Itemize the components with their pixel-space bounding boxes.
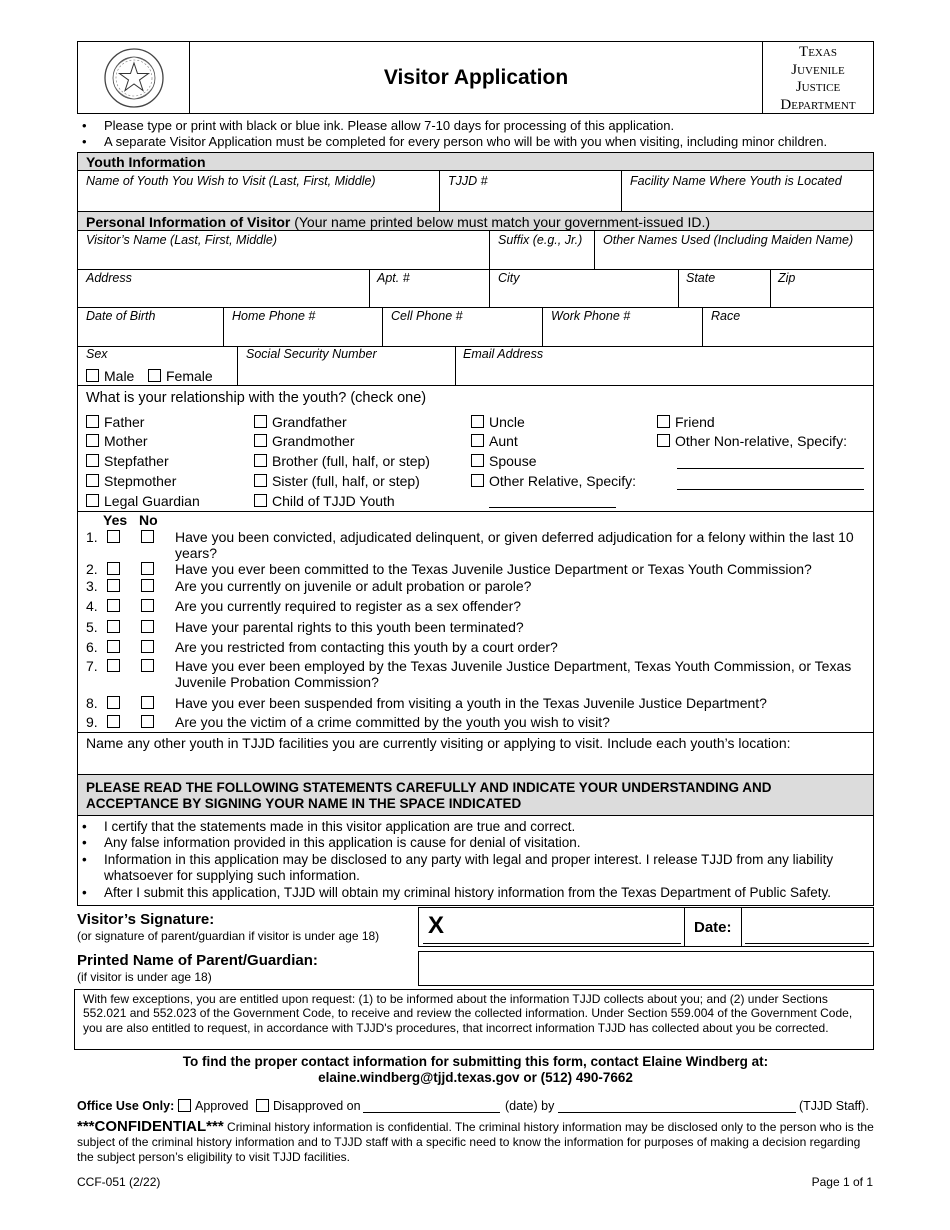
race-label: Race: [711, 309, 741, 323]
work-phone-label: Work Phone #: [551, 309, 631, 323]
contact-line-2: elaine.windberg@tjjd.texas.gov or (512) 490-7662: [318, 1070, 633, 1085]
q7-yes-checkbox[interactable]: [107, 659, 120, 672]
home-phone-field[interactable]: [224, 326, 381, 345]
rel-legal-guardian[interactable]: Legal Guardian: [86, 493, 200, 509]
city-label: City: [498, 271, 520, 285]
sister-checkbox[interactable]: [254, 474, 267, 487]
suffix-field[interactable]: [490, 250, 593, 268]
father-checkbox[interactable]: [86, 415, 99, 428]
q1-no-checkbox[interactable]: [141, 530, 154, 543]
other-relative-checkbox[interactable]: [471, 474, 484, 487]
confidential-notice: ***CONFIDENTIAL*** Criminal history information is confidential. The criminal history information may be disclosed only to the person who is the subject of the criminal history information and to TJJD staff with a specific need to know the information for purposes of making a decision regarding the subject person’s eligibility to visit TJJD facilities.: [77, 1118, 874, 1164]
q5-yes-checkbox[interactable]: [107, 620, 120, 633]
parent-name-note: (if visitor is under age 18): [77, 970, 212, 984]
page-title: Visitor Application: [383, 66, 569, 89]
staff-label: (TJJD Staff).: [799, 1099, 869, 1113]
race-field[interactable]: [703, 326, 872, 345]
rel-aunt[interactable]: Aunt: [471, 433, 518, 449]
rel-stepfather[interactable]: Stepfather: [86, 453, 169, 469]
rel-grandmother[interactable]: Grandmother: [254, 433, 354, 449]
q2-yes-checkbox[interactable]: [107, 562, 120, 575]
suffix-label: Suffix (e.g., Jr.): [498, 233, 583, 247]
instruction-1: • Please type or print with black or blue ink. Please allow 7-10 days for processing of this application.: [84, 118, 874, 134]
form-id: CCF-051 (2/22): [77, 1175, 161, 1189]
signature-note: (or signature of parent/guardian if visitor is under age 18): [77, 929, 380, 943]
privacy-notice: With few exceptions, you are entitled upon request: (1) to be informed about the information TJJD collects about you; and (2) under Sections 552.021 and 552.023 of the Government Code, to receive and review the collected information. Under Section 559.004 of the Government Code, you are also entitled to request, in accordance with TJJD's procedures, that incorrect information TJJD has collected about you be corrected.: [74, 989, 874, 1050]
agency-name: [762, 42, 873, 113]
visitor-name-label: Visitor’s Name (Last, First, Middle): [86, 233, 278, 247]
rel-mother[interactable]: Mother: [86, 433, 148, 449]
office-use-row: [77, 1098, 874, 1116]
agency-line-4: Department: [780, 96, 856, 113]
other-youth-field[interactable]: [78, 753, 873, 773]
city-field[interactable]: [490, 288, 677, 306]
other-youth-label: Name any other youth in TJJD facilities you are currently visiting or applying to visit. Include each youth’s location:: [86, 735, 791, 751]
apt-field[interactable]: [370, 288, 488, 306]
female-checkbox[interactable]: [148, 369, 161, 382]
date-field[interactable]: [745, 943, 869, 944]
q6-no-checkbox[interactable]: [141, 640, 154, 653]
aunt-checkbox[interactable]: [471, 434, 484, 447]
work-phone-field[interactable]: [543, 326, 701, 345]
q5-no-checkbox[interactable]: [141, 620, 154, 633]
ssn-field[interactable]: [238, 365, 454, 384]
stepfather-checkbox[interactable]: [86, 454, 99, 467]
child-checkbox[interactable]: [254, 494, 267, 507]
zip-field[interactable]: [771, 288, 872, 306]
zip-label: Zip: [778, 271, 796, 285]
instruction-2: • A separate Visitor Application must be completed for every person who will be with you when visiting, including minor children.: [84, 134, 874, 150]
q4-yes-checkbox[interactable]: [107, 599, 120, 612]
tjjd-number-field[interactable]: [440, 190, 620, 210]
signature-field[interactable]: [418, 907, 874, 947]
confidential-label: ***CONFIDENTIAL***: [77, 1118, 224, 1135]
rel-sister[interactable]: Sister (full, half, or step): [254, 473, 420, 489]
home-phone-label: Home Phone #: [232, 309, 316, 323]
q3-yes-checkbox[interactable]: [107, 579, 120, 592]
agency-line-2: Juvenile: [791, 61, 845, 78]
other-nonrelative-specify-line-1[interactable]: [677, 468, 864, 469]
signature-x-mark: X: [428, 912, 445, 939]
sex-label: Sex: [86, 347, 108, 361]
staff-name-line[interactable]: [558, 1112, 796, 1113]
visitor-name-field[interactable]: [78, 250, 488, 268]
cell-phone-label: Cell Phone #: [391, 309, 463, 323]
disapproved-label: Disapproved on: [273, 1099, 361, 1113]
male-checkbox[interactable]: [86, 369, 99, 382]
no-column-header: No: [139, 512, 158, 528]
apt-label: Apt. #: [377, 271, 410, 285]
brother-checkbox[interactable]: [254, 454, 267, 467]
dob-label: Date of Birth: [86, 309, 156, 323]
agency-line-1: Texas: [799, 44, 837, 60]
other-relative-specify-line[interactable]: [489, 507, 616, 508]
yes-column-header: Yes: [103, 512, 128, 528]
legal-guardian-checkbox[interactable]: [86, 494, 99, 507]
q3-no-checkbox[interactable]: [141, 579, 154, 592]
state-label: State: [686, 271, 716, 285]
rel-father[interactable]: Father: [86, 414, 144, 430]
rel-friend[interactable]: Friend: [657, 414, 715, 430]
grandmother-checkbox[interactable]: [254, 434, 267, 447]
relationship-question: What is your relationship with the youth? (check one): [86, 390, 427, 406]
other-names-label: Other Names Used (Including Maiden Name): [603, 233, 854, 247]
q9-yes-checkbox[interactable]: [107, 715, 120, 728]
youth-name-label: Name of Youth You Wish to Visit (Last, First, Middle): [86, 174, 376, 188]
youth-name-field[interactable]: [78, 190, 438, 210]
rel-other-nonrelative[interactable]: Other Non-relative, Specify:: [657, 433, 847, 449]
statements-heading: PLEASE READ THE FOLLOWING STATEMENTS CAREFULLY AND INDICATE YOUR UNDERSTANDING AND ACCEPTANCE BY SIGNING YOUR NAME IN THE SPACE INDICATED: [78, 774, 873, 816]
q8-no-checkbox[interactable]: [141, 696, 154, 709]
tjjd-number-label: TJJD #: [448, 174, 488, 188]
statement-2: • Any false information provided in this application is cause for denial of visitation.: [84, 835, 874, 851]
contact-line-1: To find the proper contact information for submitting this form, contact Elaine Windberg at:: [182, 1054, 769, 1069]
disapproved-checkbox[interactable]: [256, 1099, 269, 1112]
statement-3: • Information in this application may be disclosed to any party with legal and proper interest. I release TJJD from any liability whatsoever for supplying such information.: [84, 852, 874, 884]
rel-stepmother[interactable]: Stepmother: [86, 473, 176, 489]
date-label: Date:: [694, 919, 732, 936]
statement-4: • After I submit this application, TJJD will obtain my criminal history information from the Texas Department of Public Safety.: [84, 885, 874, 901]
q7-no-checkbox[interactable]: [141, 659, 154, 672]
office-use-label: Office Use Only:: [77, 1099, 175, 1113]
uncle-checkbox[interactable]: [471, 415, 484, 428]
q4-no-checkbox[interactable]: [141, 599, 154, 612]
address-field[interactable]: [78, 288, 368, 306]
ssn-label: Social Security Number: [246, 347, 377, 361]
approved-label: Approved: [195, 1099, 249, 1113]
other-nonrelative-checkbox[interactable]: [657, 434, 670, 447]
facility-name-field[interactable]: [622, 190, 872, 210]
visitor-info-heading: Personal Information of Visitor (Your name printed below must match your government-issued ID.): [78, 211, 873, 231]
rel-spouse[interactable]: Spouse: [471, 453, 536, 469]
sex-female-option[interactable]: Female: [148, 368, 213, 384]
dob-field[interactable]: [78, 326, 222, 345]
page-number: Page 1 of 1: [811, 1175, 873, 1189]
rel-grandfather[interactable]: Grandfather: [254, 414, 347, 430]
friend-checkbox[interactable]: [657, 415, 670, 428]
email-field[interactable]: [456, 365, 872, 384]
statement-1: • I certify that the statements made in this visitor application are true and correct.: [84, 819, 874, 835]
grandfather-checkbox[interactable]: [254, 415, 267, 428]
facility-name-label: Facility Name Where Youth is Located: [630, 174, 842, 188]
rel-other-relative[interactable]: Other Relative, Specify:: [471, 473, 636, 489]
form-header: [77, 41, 874, 114]
q9-no-checkbox[interactable]: [141, 715, 154, 728]
address-label: Address: [86, 271, 132, 285]
seal-cell: [78, 42, 190, 113]
state-field[interactable]: [679, 288, 769, 306]
disapproved-date-line[interactable]: [363, 1112, 500, 1113]
date-by-label: (date) by: [505, 1099, 555, 1113]
rel-uncle[interactable]: Uncle: [471, 414, 525, 430]
spouse-checkbox[interactable]: [471, 454, 484, 467]
mother-checkbox[interactable]: [86, 434, 99, 447]
signature-label: Visitor’s Signature:: [77, 911, 215, 928]
stepmother-checkbox[interactable]: [86, 474, 99, 487]
parent-name-label: Printed Name of Parent/Guardian:: [77, 952, 318, 969]
q6-yes-checkbox[interactable]: [107, 640, 120, 653]
approved-checkbox[interactable]: [178, 1099, 191, 1112]
rel-brother[interactable]: Brother (full, half, or step): [254, 453, 430, 469]
other-nonrelative-specify-line-2[interactable]: [677, 489, 864, 490]
q1-yes-checkbox[interactable]: [107, 530, 120, 543]
sex-male-option[interactable]: Male: [86, 368, 134, 384]
texas-seal-icon: [103, 47, 165, 109]
email-label: Email Address: [463, 347, 544, 361]
q8-yes-checkbox[interactable]: [107, 696, 120, 709]
parent-name-field[interactable]: [418, 951, 874, 986]
other-names-field[interactable]: [595, 250, 872, 268]
cell-phone-field[interactable]: [383, 326, 541, 345]
youth-info-heading: Youth Information: [78, 153, 873, 171]
rel-child-of-youth[interactable]: Child of TJJD Youth: [254, 493, 395, 509]
q2-no-checkbox[interactable]: [141, 562, 154, 575]
agency-line-3: Justice: [795, 79, 841, 95]
